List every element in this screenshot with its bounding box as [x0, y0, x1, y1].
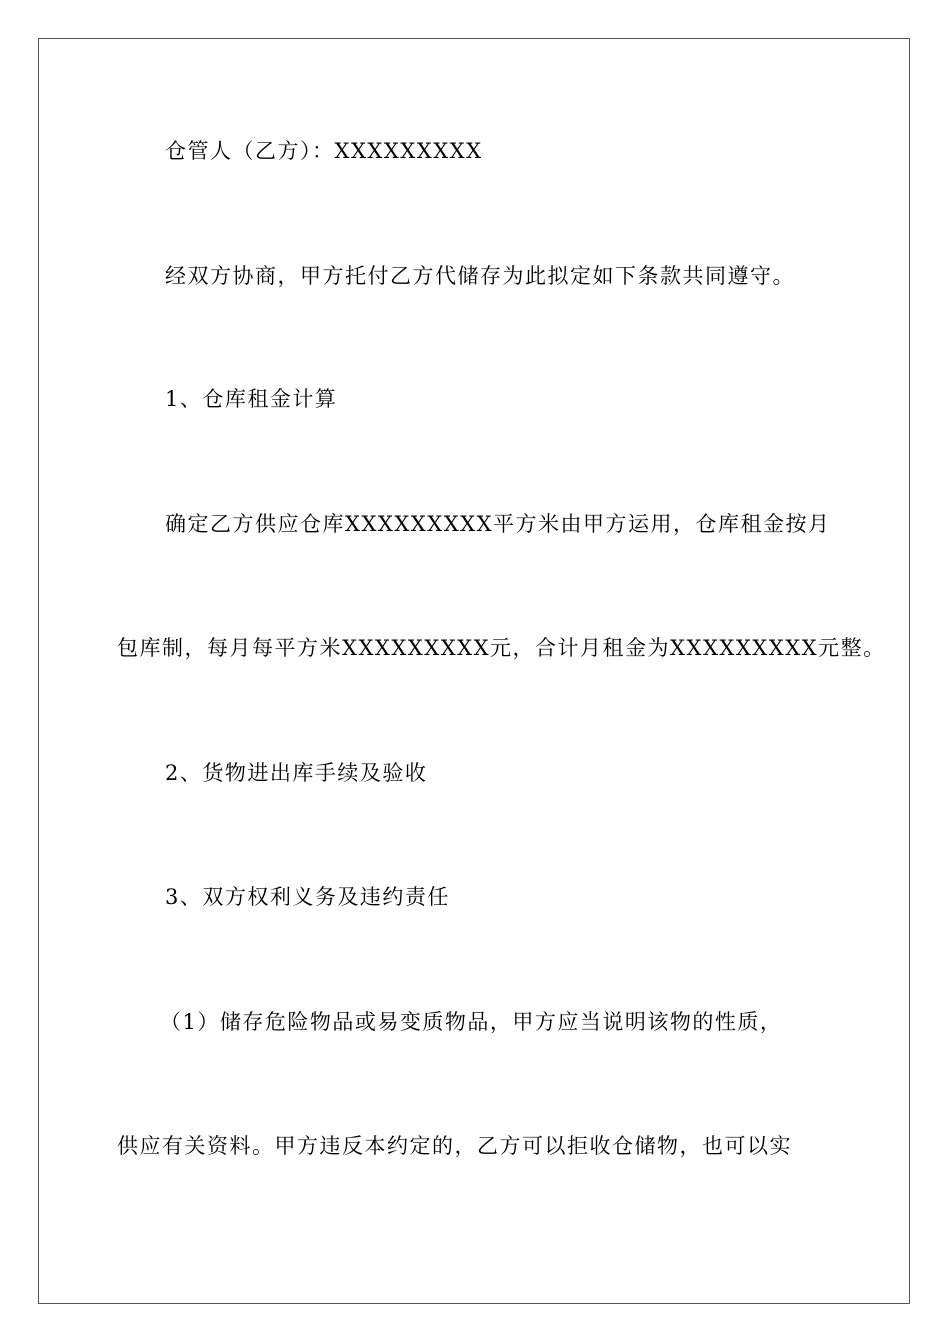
- warehouse-keeper-line: 仓管人（乙方）：XXXXXXXXX: [165, 139, 483, 163]
- rent-paragraph-line-1: 确定乙方供应仓库XXXXXXXXX平方米由甲方运用，仓库租金按月: [165, 512, 831, 536]
- section-1-heading: 1、仓库租金计算: [165, 387, 338, 411]
- rent-paragraph-line-2: 包库制，每月每平方米XXXXXXXXX元，合计月租金为XXXXXXXXX元整。: [117, 636, 886, 660]
- section-3-heading: 3、双方权利义务及违约责任: [165, 885, 450, 909]
- page-border: [38, 38, 910, 1304]
- clause-1-line-1: （1）储存危险物品或易变质物品，甲方应当说明该物的性质，: [160, 1010, 783, 1034]
- clause-1-line-2: 供应有关资料。甲方违反本约定的，乙方可以拒收仓储物，也可以实: [117, 1134, 792, 1158]
- section-2-heading: 2、货物进出库手续及验收: [165, 761, 428, 785]
- preamble-paragraph: 经双方协商，甲方托付乙方代储存为此拟定如下条款共同遵守。: [165, 264, 795, 288]
